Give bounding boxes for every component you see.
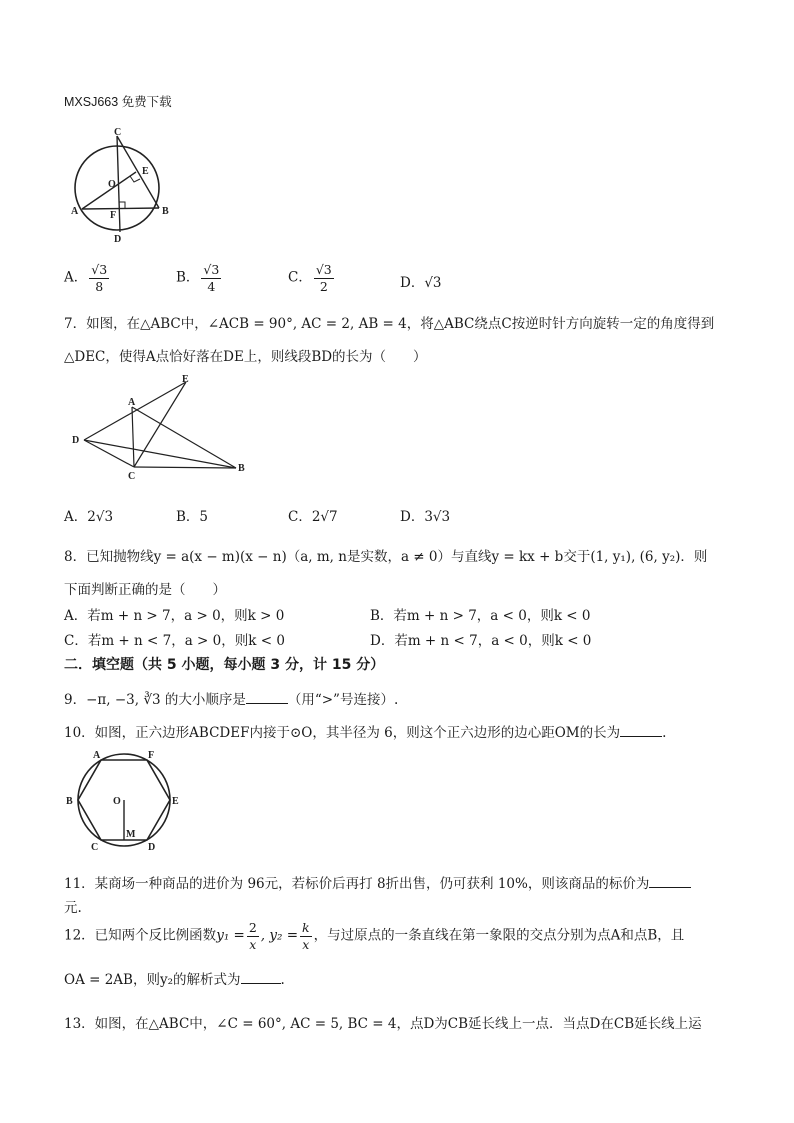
q7-option-c: C．2√7 <box>288 509 338 525</box>
q6-label-c: C <box>114 127 122 138</box>
q6-option-c: C． $\frac{√3}{2}$ <box>288 262 332 294</box>
q10-label-f: F <box>148 750 155 761</box>
q6-option-a: A． $\frac{√3}{8}$ <box>64 262 108 294</box>
section-title-fill-in: 二．填空题（共 5 小题，每小题 3 分，计 15 分） <box>64 657 385 673</box>
q11-question: 11．某商场一种商品的进价为 96元，若标价后再打 8折出售，仍可获利 10%，则该商品的标价为 <box>64 872 691 892</box>
q8-stem-line2: 下面判断正确的是（ ） <box>64 582 226 598</box>
q6-label-e: E <box>142 166 149 177</box>
q10-label-e: E <box>172 796 179 807</box>
q6-option-b: B． $\frac{√3}{4}$ <box>176 262 220 294</box>
q10-label-b: B <box>66 796 73 807</box>
q6-circle <box>75 146 159 230</box>
q10-answer-blank[interactable] <box>620 736 662 737</box>
q11-answer-blank[interactable] <box>649 887 691 888</box>
q11-unit: 元. <box>64 900 82 916</box>
q6-circle-figure <box>62 124 182 246</box>
q7-label-d: D <box>72 435 80 446</box>
q7-stem-line1: 7．如图，在△ABC中，∠ACB = 90°, AC = 2, AB = 4，将△ABC绕点C按逆时针方向旋转一定的角度得到 <box>64 316 715 332</box>
watermark-text: MXSJ663 免费下载 <box>64 95 172 109</box>
q8-option-c: C．若m + n < 7，a > 0，则k < 0 <box>64 633 285 649</box>
q7-triangle-figure <box>66 370 256 482</box>
q12-question-line1: 12．已知两个反比例函数y₁ = $\frac{2}{x}$ , y₂ = $\frac{k}{x}$ ，与过原点的一条直线在第一象限的交点分别为点A和点B，且 <box>64 920 685 952</box>
q6-label-o: O <box>108 179 116 190</box>
q10-label-m: M <box>126 829 136 840</box>
q7-option-b: B．5 <box>176 509 209 525</box>
q6-label-b: B <box>162 206 169 217</box>
q10-hexagon-figure <box>62 746 190 856</box>
q7-label-c: C <box>128 471 136 482</box>
q9-answer-blank[interactable] <box>246 703 288 704</box>
q8-option-a: A．若m + n > 7，a > 0，则k > 0 <box>64 608 285 624</box>
q10-label-a: A <box>93 750 101 761</box>
q7-label-a: A <box>128 397 136 408</box>
q8-option-d: D．若m + n < 7，a < 0，则k < 0 <box>370 633 592 649</box>
q9-question: 9．−π, −3, ∛3 的大小顺序是 （用“>”号连接）. <box>64 692 399 708</box>
q8-option-b: B．若m + n > 7，a < 0，则k < 0 <box>370 608 591 624</box>
q7-option-a: A．2√3 <box>64 509 114 525</box>
q10-label-d: D <box>148 842 156 853</box>
q7-label-e: E <box>182 374 189 385</box>
q7-stem-line2: △DEC，使得A点恰好落在DE上，则线段BD的长为（ ） <box>64 349 427 365</box>
q12-question-line2: OA = 2AB，则y₂的解析式为 . <box>64 972 285 988</box>
q7-label-b: B <box>238 463 245 474</box>
q10-label-c: C <box>91 842 99 853</box>
q10-question: 10．如图，正六边形ABCDEF内接于⊙O，其半径为 6，则这个正六边形的边心距OM的长为 . <box>64 725 667 741</box>
q10-label-o: O <box>113 796 121 807</box>
q6-label-a: A <box>71 206 79 217</box>
q7-option-d: D．3√3 <box>400 509 451 525</box>
q8-stem-line1: 8．已知抛物线y = a(x − m)(x − n)（a, m, n是实数，a ≠ 0）与直线y = kx + b交于(1, y₁), (6, y₂)．则 <box>64 549 708 565</box>
q6-label-d: D <box>114 234 122 245</box>
q12-answer-blank[interactable] <box>241 983 281 984</box>
q13-question: 13．如图，在△ABC中，∠C = 60°, AC = 5, BC = 4，点D为CB延长线上一点．当点D在CB延长线上运 <box>64 1016 702 1032</box>
q6-option-d: D．√3 <box>400 275 442 291</box>
q6-label-f: F <box>110 210 117 221</box>
